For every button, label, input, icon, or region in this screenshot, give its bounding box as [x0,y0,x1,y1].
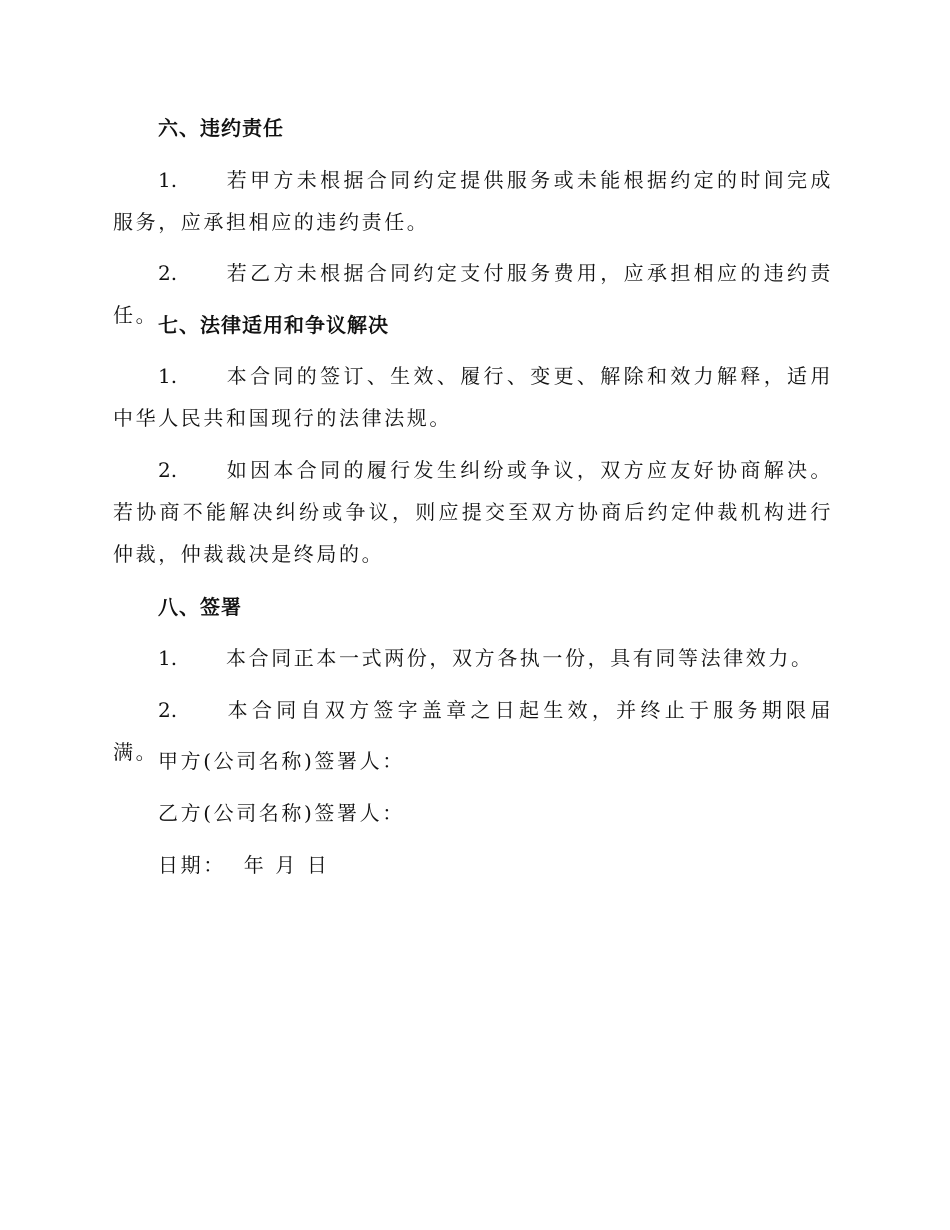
clause-number: 2. [158,261,178,285]
section-heading-signing: 八、签署 [158,595,242,619]
section-heading-law-disputes: 七、法律适用和争议解决 [158,313,389,337]
clause-8-1 [113,637,833,679]
clause-text: 若甲方未根据合同约定提供服务或未能根据约定的时间完成服务，应承担相应的违约责任。 [113,168,833,234]
clause-number: 1. [158,646,178,670]
clause-number: 1. [158,168,178,192]
clause-number: 2. [158,698,178,722]
clause-text: 本合同自双方签字盖章之日起生效，并终止于服务期限届满。 [113,698,833,764]
clause-number: 2. [158,458,178,482]
clause-text: 若乙方未根据合同约定支付服务费用，应承担相应的违约责任。 [113,261,833,327]
clause-7-2 [113,449,833,575]
clause-text: 本合同正本一式两份，双方各执一份，具有同等法律效力。 [226,646,814,670]
signature-party-b: 乙方(公司名称)签署人： [158,801,405,825]
clause-7-1 [113,355,833,439]
signature-party-a: 甲方(公司名称)签署人： [158,749,405,773]
section-heading-breach: 六、违约责任 [158,116,284,140]
signature-date: 日期： 年 月 日 [158,853,330,877]
clause-number: 1. [158,364,178,388]
clause-text: 如因本合同的履行发生纠纷或争议，双方应友好协商解决。若协商不能解决纠纷或争议，则应提交至双方协商后约定仲裁机构进行仲裁，仲裁裁决是终局的。 [113,458,833,566]
clause-text: 本合同的签订、生效、履行、变更、解除和效力解释，适用中华人民共和国现行的法律法规。 [113,364,833,430]
clause-6-1 [113,159,833,243]
